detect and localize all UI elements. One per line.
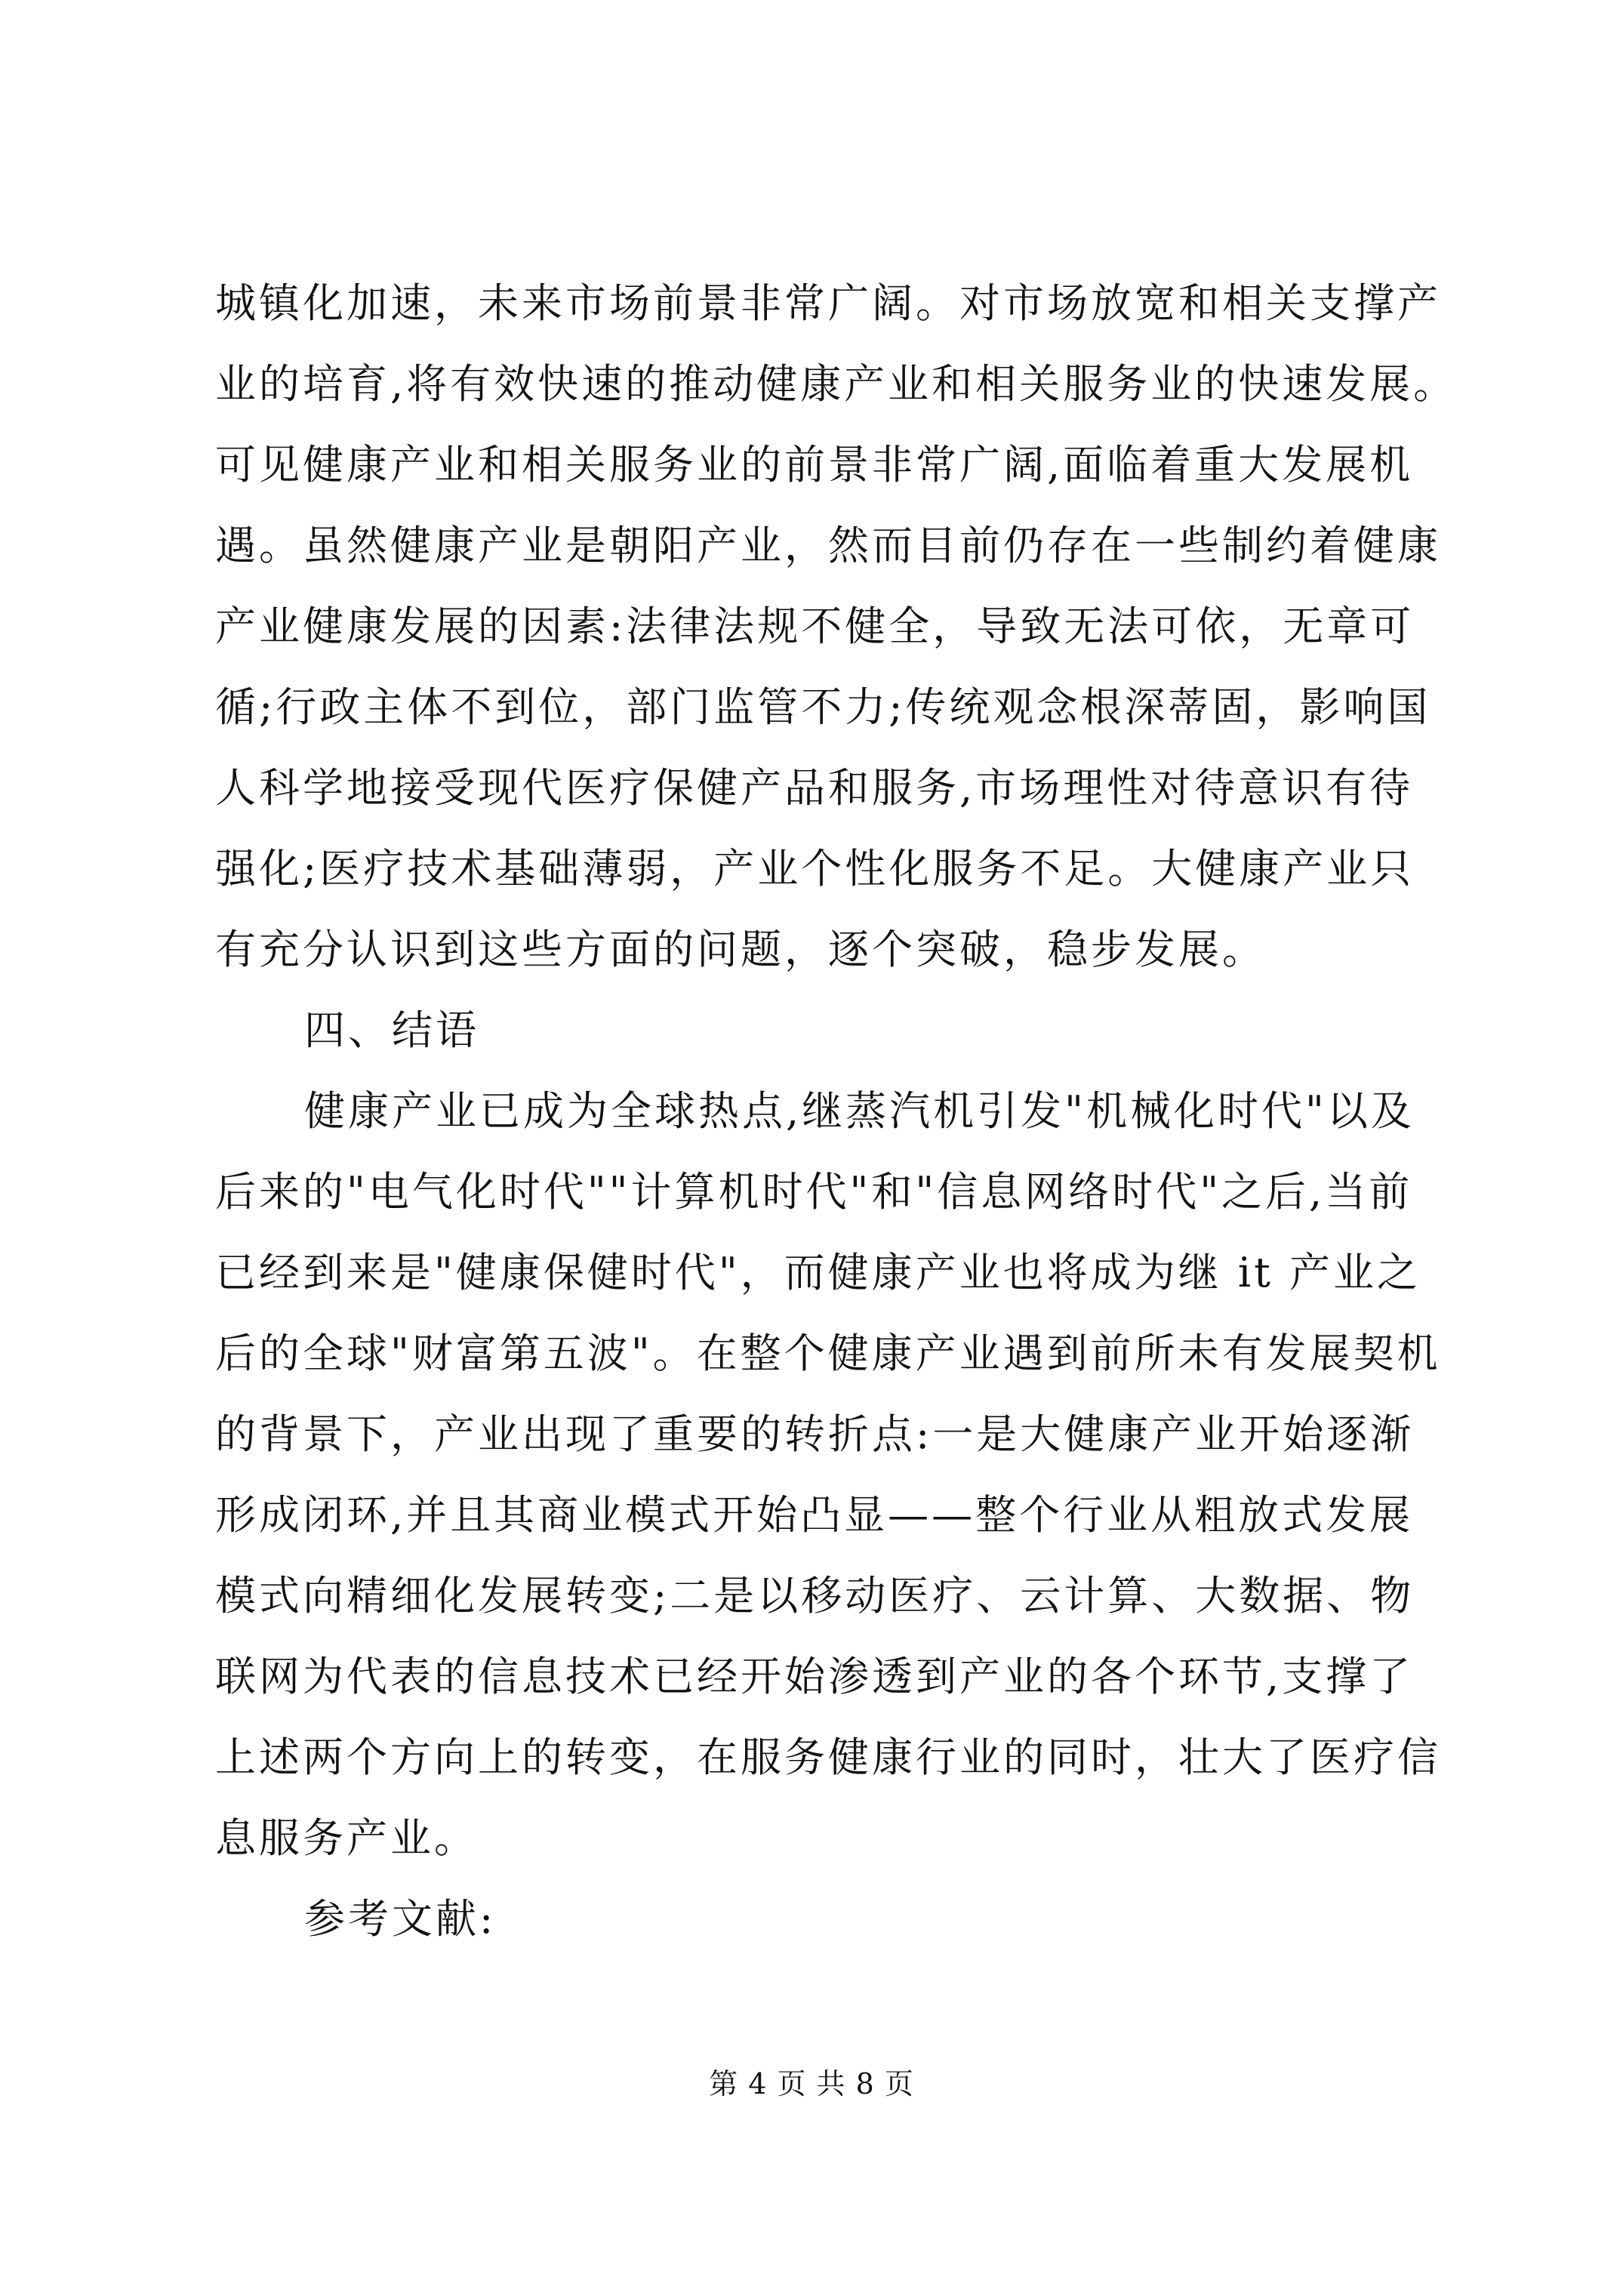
text-line: 业的培育,将有效快速的推动健康产业和相关服务业的快速发展。: [215, 360, 1458, 408]
text-line: 健康产业已成为全球热点,继蒸汽机引发"机械化时代"以及: [304, 1087, 1415, 1135]
text-line: 遇。虽然健康产业是朝阳产业，然而目前仍存在一些制约着健康: [215, 522, 1441, 569]
text-line: 息服务产业。: [215, 1814, 478, 1862]
page-footer: 第 4 页 共 8 页: [709, 2067, 914, 2100]
references-heading: 参考文献:: [304, 1895, 497, 1943]
text-line: 后的全球"财富第五波"。在整个健康产业遇到前所未有发展契机: [215, 1330, 1441, 1377]
text-line: 联网为代表的信息技术已经开始渗透到产业的各个环节,支撑了: [215, 1653, 1414, 1700]
text-line: 人科学地接受现代医疗保健产品和服务,市场理性对待意识有待: [215, 764, 1414, 812]
section-heading: 四、结语: [304, 1006, 479, 1054]
text-line: 城镇化加速，未来市场前景非常广阔。对市场放宽和相关支撑产: [215, 279, 1441, 327]
body-text: [215, 263, 1458, 1959]
text-line: 可见健康产业和相关服务业的前景非常广阔,面临着重大发展机: [215, 441, 1414, 488]
text-line: 已经到来是"健康保健时代"，而健康产业也将成为继 it 产业之: [215, 1249, 1421, 1296]
text-line: 有充分认识到这些方面的问题，逐个突破，稳步发展。: [215, 926, 1266, 973]
text-line: 强化;医疗技术基础薄弱，产业个性化服务不足。大健康产业只: [215, 845, 1415, 892]
text-line: 后来的"电气化时代""计算机时代"和"信息网络时代"之后,当前: [215, 1168, 1413, 1216]
text-line: 形成闭环,并且其商业模式开始凸显——整个行业从粗放式发展: [215, 1491, 1414, 1539]
text-line: 上述两个方向上的转变，在服务健康行业的同时，壮大了医疗信: [215, 1734, 1441, 1781]
text-line: 产业健康发展的因素:法律法规不健全，导致无法可依，无章可: [215, 603, 1415, 650]
text-line: 模式向精细化发展转变;二是以移动医疗、云计算、大数据、物: [215, 1572, 1415, 1620]
text-line: 的背景下，产业出现了重要的转折点:一是大健康产业开始逐渐: [215, 1410, 1415, 1458]
text-line: 循;行政主体不到位，部门监管不力;传统观念根深蒂固，影响国: [215, 683, 1431, 731]
